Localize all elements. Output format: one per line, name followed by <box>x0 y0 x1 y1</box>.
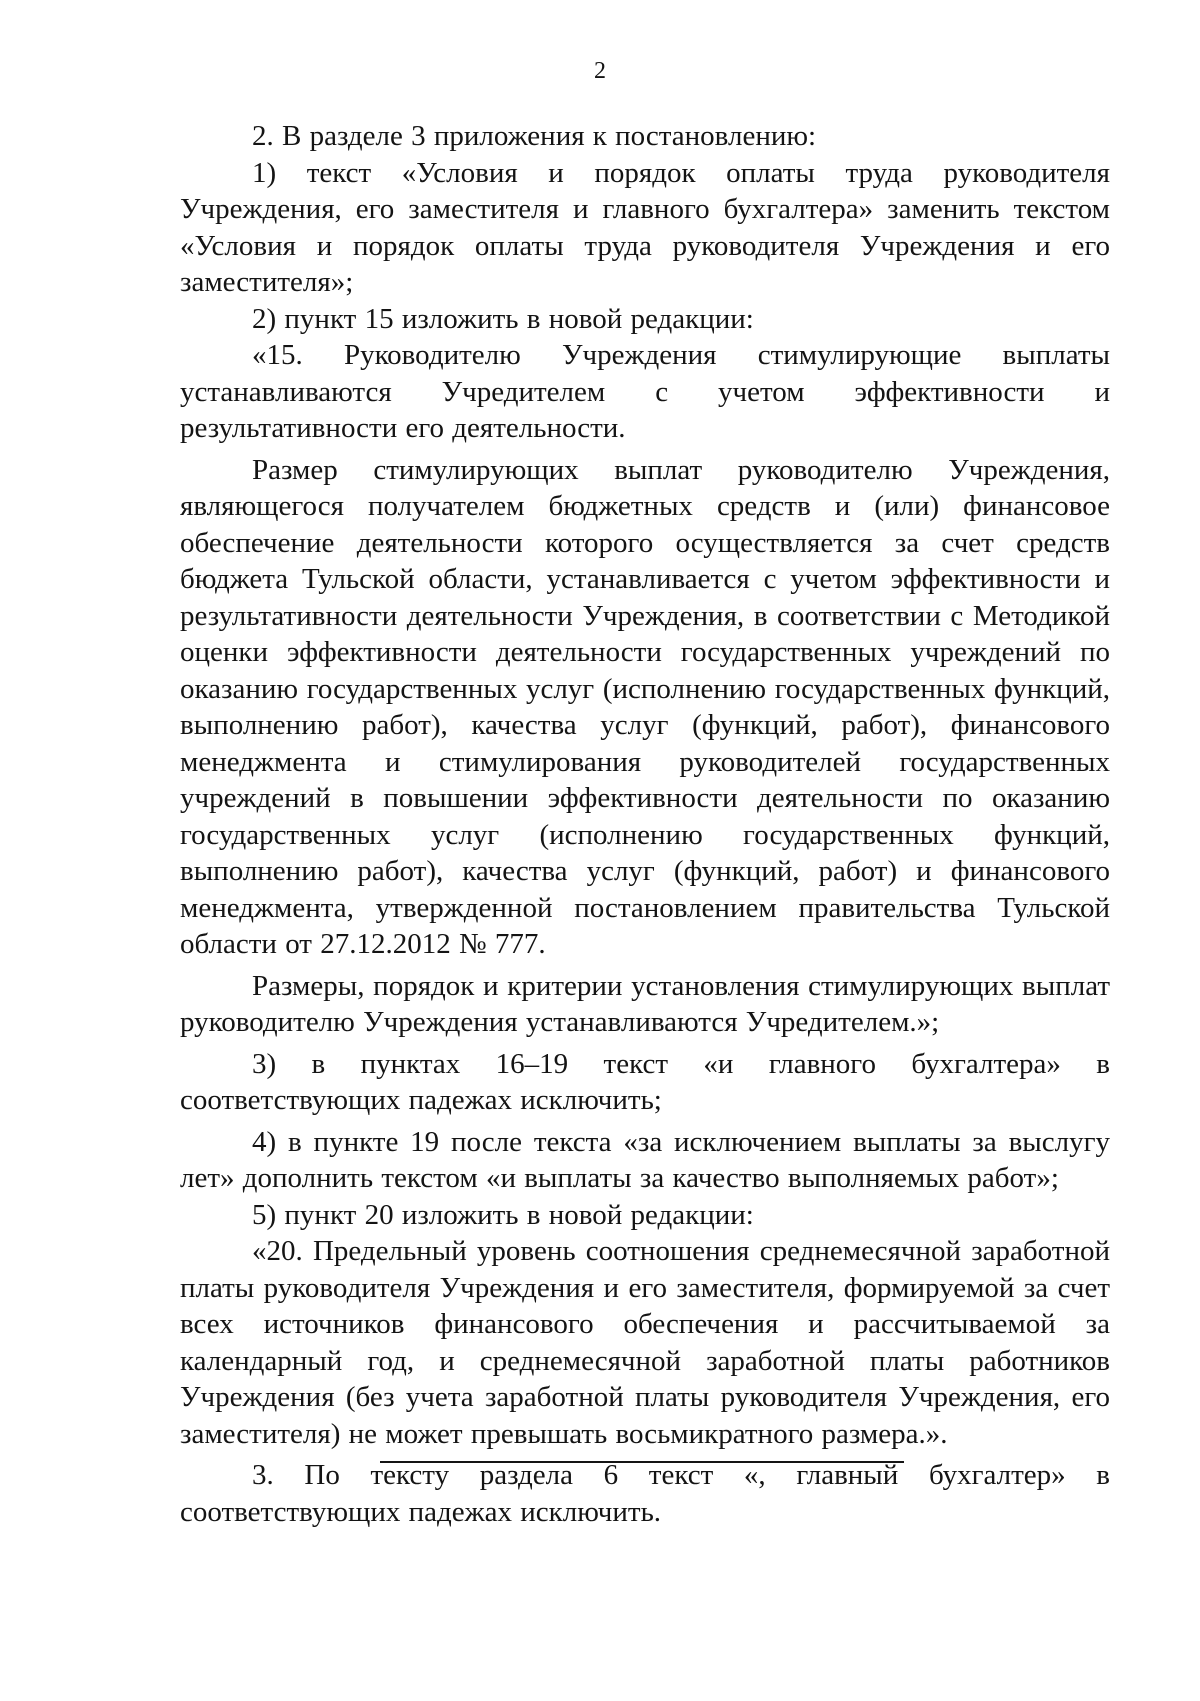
paragraph-section-3-intro: 2. В разделе 3 приложения к постановлению: <box>252 120 817 152</box>
paragraph-stimulus-size: Размер стимулирующих выплат руководителю Учреждения, являющегося получателем бюджетных средств и (или) финансовое обеспечение деятельности которого осуществляется за счет средств бюджета Тульской области, устанавливается с учетом эффективности и результативности деятельности Учреждения, в соответствии с Методикой оценки эффективности деятельности государственных учреждений по оказанию государственных услуг (исполнению государственных функций, выполнению работ), качества услуг (функций, работ), финансового менеджмента и стимулирования руководителей государственных учреждений в повышении эффективности деятельности по оказанию государственных услуг (исполнению государственных функций, выполнению работ), качества услуг (функций, работ) и финансового менеджмента, утвержденной постановлением правительства Тульской области от 27.12.2012 № 777. <box>180 453 1110 960</box>
paragraph-clause-15: «15. Руководителю Учреждения стимулирующие выплаты устанавливаются Учредителем с учетом эффективности и результативности его деятельности. <box>180 339 1110 444</box>
end-divider-line <box>380 1461 904 1463</box>
paragraph-item-1: 1) текст «Условия и порядок оплаты труда руководителя Учреждения, его заместителя и главного бухгалтера» заменить текстом «Условия и порядок оплаты труда руководителя Учреждения и его заместителя»; <box>180 156 1110 298</box>
paragraph-item-3: 3) в пунктах 16–19 текст «и главного бухгалтера» в соответствующих падежах исключить; <box>180 1047 1110 1116</box>
paragraph-section-6: 3. По тексту раздела 6 текст «, главный бухгалтер» в соответствующих падежах исключить. <box>180 1459 1110 1528</box>
page-number: 2 <box>594 58 606 84</box>
paragraph-stimulus-criteria: Размеры, порядок и критерии установления стимулирующих выплат руководителю Учреждения устанавливаются Учредителем.»; <box>180 969 1110 1038</box>
paragraph-item-2: 2) пункт 15 изложить в новой редакции: <box>252 302 754 335</box>
document-body <box>180 118 1110 1530</box>
paragraph-item-5: 5) пункт 20 изложить в новой редакции: <box>252 1198 754 1231</box>
paragraph-clause-20: «20. Предельный уровень соотношения среднемесячной заработной платы руководителя Учреждения и его заместителя, формируемой за счет всех источников финансового обеспечения и рассчитываемой за календарный год, и среднемесячной заработной платы работников Учреждения (без учета заработной платы руководителя Учреждения, его заместителя) не может превышать восьмикратного размера.». <box>180 1235 1110 1450</box>
paragraph-item-4: 4) в пункте 19 после текста «за исключением выплаты за выслугу лет» дополнить текстом «и выплаты за качество выполняемых работ»; <box>180 1125 1110 1194</box>
